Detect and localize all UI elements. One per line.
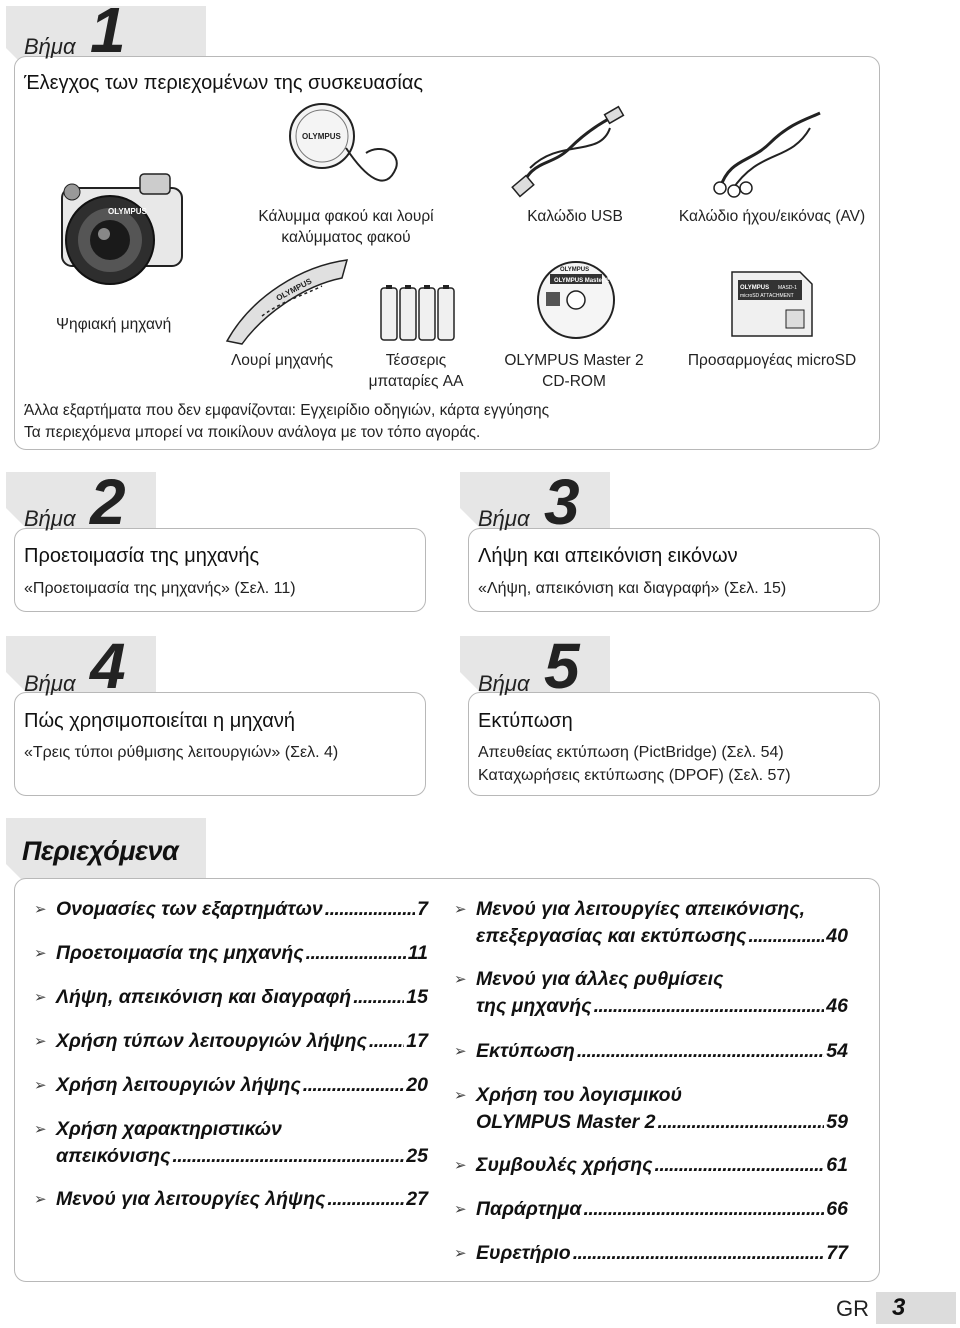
- cdrom-label: OLYMPUS Master 2 CD-ROM: [504, 352, 644, 390]
- toc-arrow-icon: ➢: [34, 989, 47, 1006]
- toc-leader-dots: [327, 1186, 404, 1213]
- step5-title: Εκτύπωση: [478, 710, 573, 732]
- page-number-tab: [876, 1292, 956, 1324]
- step2-number: 2: [90, 466, 126, 538]
- toc-entry-text: επεξεργασίας και εκτύπωσης: [476, 925, 747, 947]
- av-cable-illustration: [700, 108, 830, 198]
- toc-page-number: 7: [417, 898, 428, 920]
- toc-entry[interactable]: [454, 1240, 848, 1267]
- step2-word: Βήμα: [24, 506, 76, 531]
- step3-box: [468, 528, 880, 612]
- footer-lang: GR: [836, 1296, 869, 1321]
- toc-arrow-icon: ➢: [454, 1043, 467, 1060]
- toc-page-number: 40: [826, 925, 848, 947]
- strap-brand: OLYMPUS: [274, 276, 314, 303]
- toc-entry-text: Ευρετήριο: [476, 1242, 571, 1264]
- toc-arrow-icon: ➢: [454, 1087, 467, 1104]
- toc-entry[interactable]: [454, 1196, 848, 1223]
- adapter-brand: OLYMPUS: [740, 285, 770, 291]
- toc-leader-dots: [369, 1028, 404, 1055]
- lens-cap-illustration: [286, 98, 406, 198]
- step3-ref: «Λήψη, απεικόνιση και διαγραφή» (Σελ. 15): [478, 580, 787, 597]
- toc-page-number: 15: [406, 986, 428, 1008]
- batteries-label: Τέσσερις μπαταρίες AA: [368, 352, 464, 390]
- step3-word: Βήμα: [478, 506, 530, 531]
- toc-entry-text: Χρήση του λογισμικού: [476, 1084, 683, 1106]
- toc-entry-text: Χρήση λειτουργιών λήψης: [56, 1074, 301, 1096]
- cdrom-product: OLYMPUS Master 2: [554, 278, 610, 284]
- contents-title: Περιεχόμενα: [22, 836, 179, 866]
- toc-page-number: 46: [826, 995, 848, 1017]
- step3-title: Λήψη και απεικόνιση εικόνων: [478, 545, 738, 567]
- lens-cap-brand: OLYMPUS: [302, 132, 341, 141]
- camera-illustration: [40, 170, 200, 285]
- toc-entry-text: Λήψη, απεικόνιση και διαγραφή: [56, 986, 352, 1008]
- step4-number: 4: [90, 630, 126, 702]
- toc-entry[interactable]: [454, 1152, 848, 1179]
- toc-page-number: 27: [406, 1188, 428, 1210]
- toc-leader-dots: [594, 993, 825, 1020]
- usb-cable-label: Καλώδιο USB: [527, 208, 623, 225]
- toc-page-number: 11: [407, 942, 428, 964]
- toc-entry-text: Μενού για άλλες ρυθμίσεις: [476, 968, 724, 990]
- adapter-model: MASD-1: [778, 285, 797, 291]
- camera-label: Ψηφιακή μηχανή: [56, 316, 172, 333]
- toc-entry-text: Εκτύπωση: [476, 1040, 575, 1062]
- toc-arrow-icon: ➢: [34, 901, 47, 918]
- toc-page-number: 66: [826, 1198, 848, 1220]
- adapter-text: microSD ATTACHMENT: [740, 293, 794, 299]
- toc-entry[interactable]: [34, 1072, 428, 1099]
- toc-arrow-icon: ➢: [34, 1033, 47, 1050]
- step4-ref: «Τρεις τύποι ρύθμισης λειτουργιών» (Σελ. 4): [24, 744, 339, 761]
- microsd-illustration: [730, 270, 814, 338]
- toc-entry-text: Παράρτημα: [476, 1198, 582, 1220]
- toc-entry[interactable]: [454, 1038, 848, 1065]
- cdrom-brand: OLYMPUS: [560, 267, 590, 273]
- usb-cable-illustration: [510, 108, 630, 198]
- toc-page-number: 25: [406, 1145, 428, 1167]
- toc-page-number: 61: [826, 1154, 848, 1176]
- toc-page-number: 20: [406, 1074, 428, 1096]
- toc-entry-text: Προετοιμασία της μηχανής: [56, 942, 304, 964]
- step2-box: [14, 528, 426, 612]
- cdrom-illustration: [536, 260, 616, 340]
- toc-entry[interactable]: [34, 1186, 428, 1213]
- toc-entry-text: απεικόνισης: [56, 1145, 171, 1167]
- step2-ref: «Προετοιμασία της μηχανής» (Σελ. 11): [24, 580, 296, 597]
- camera-brand: OLYMPUS: [108, 207, 147, 216]
- toc-arrow-icon: ➢: [454, 971, 467, 988]
- av-cable-label: Καλώδιο ήχου/εικόνας (AV): [678, 208, 866, 225]
- toc-leader-dots: [577, 1038, 824, 1065]
- toc-page-number: 17: [406, 1030, 428, 1052]
- toc-entry[interactable]: [34, 940, 428, 967]
- toc-arrow-icon: ➢: [34, 945, 47, 962]
- strap-label: Λουρί μηχανής: [230, 352, 334, 369]
- step5-ref-1: Απευθείας εκτύπωση (PictBridge) (Σελ. 54): [478, 744, 784, 761]
- step1-word: Βήμα: [24, 34, 76, 59]
- toc-entry[interactable]: [454, 966, 848, 1020]
- toc-entry-text: Μενού για λειτουργίες απεικόνισης,: [476, 898, 806, 920]
- toc-arrow-icon: ➢: [454, 1157, 467, 1174]
- batteries-illustration: [380, 284, 456, 342]
- toc-page-number: 77: [826, 1242, 848, 1264]
- step1-number: 1: [90, 0, 126, 66]
- toc-leader-dots: [573, 1240, 825, 1267]
- toc-leader-dots: [325, 896, 415, 923]
- step1-title: Έλεγχος των περιεχομένων της συσκευασίας: [24, 72, 424, 94]
- microsd-label: Προσαρμογέας microSD: [687, 352, 857, 369]
- toc-leader-dots: [303, 1072, 405, 1099]
- step4-title: Πώς χρησιμοποιείται η μηχανή: [24, 710, 295, 732]
- toc-entry[interactable]: [454, 896, 848, 950]
- toc-page-number: 59: [826, 1111, 848, 1133]
- toc-leader-dots: [655, 1152, 825, 1179]
- toc-entry[interactable]: [454, 1082, 848, 1136]
- toc-entry[interactable]: [34, 984, 428, 1011]
- toc-entry[interactable]: [34, 896, 428, 923]
- toc-entry-text: Συμβουλές χρήσης: [476, 1154, 653, 1176]
- toc-arrow-icon: ➢: [454, 1201, 467, 1218]
- toc-entry-text: Χρήση τύπων λειτουργιών λήψης: [56, 1030, 367, 1052]
- step5-number: 5: [544, 630, 580, 702]
- toc-arrow-icon: ➢: [454, 901, 467, 918]
- toc-entry[interactable]: [34, 1116, 428, 1170]
- toc-arrow-icon: ➢: [34, 1077, 47, 1094]
- toc-entry[interactable]: [34, 1028, 428, 1055]
- strap-illustration: [222, 256, 352, 346]
- step1-note-1: Άλλα εξαρτήματα που δεν εμφανίζονται: Εγχειρίδιο οδηγιών, κάρτα εγγύησης: [24, 402, 550, 419]
- step3-number: 3: [544, 466, 580, 538]
- toc-arrow-icon: ➢: [34, 1191, 47, 1208]
- toc-page-number: 54: [826, 1040, 848, 1062]
- toc-leader-dots: [353, 984, 404, 1011]
- toc-leader-dots: [584, 1196, 825, 1223]
- toc-entry-text: της μηχανής: [476, 995, 592, 1017]
- footer-page-number: 3: [892, 1294, 906, 1321]
- toc-entry-text: Ονομασίες των εξαρτημάτων: [56, 898, 323, 920]
- step4-word: Βήμα: [24, 671, 76, 696]
- toc-arrow-icon: ➢: [454, 1245, 467, 1262]
- toc-entry-text: Μενού για λειτουργίες λήψης: [56, 1188, 326, 1210]
- toc-entry-text: OLYMPUS Master 2: [476, 1111, 656, 1133]
- step5-word: Βήμα: [478, 671, 530, 696]
- toc-leader-dots: [172, 1143, 404, 1170]
- lens-cap-label: Κάλυμμα φακού και λουρί καλύμματος φακού: [258, 208, 434, 246]
- step5-ref-2: Καταχωρήσεις εκτύπωσης (DPOF) (Σελ. 57): [478, 767, 791, 784]
- toc-arrow-icon: ➢: [34, 1121, 47, 1138]
- step1-note-2: Τα περιεχόμενα μπορεί να ποικίλουν ανάλογα με τον τόπο αγοράς.: [24, 424, 481, 441]
- toc-leader-dots: [658, 1109, 825, 1136]
- step2-title: Προετοιμασία της μηχανής: [24, 545, 260, 567]
- toc-leader-dots: [748, 923, 824, 950]
- toc-entry-text: Χρήση χαρακτηριστικών: [56, 1118, 282, 1140]
- toc-leader-dots: [306, 940, 406, 967]
